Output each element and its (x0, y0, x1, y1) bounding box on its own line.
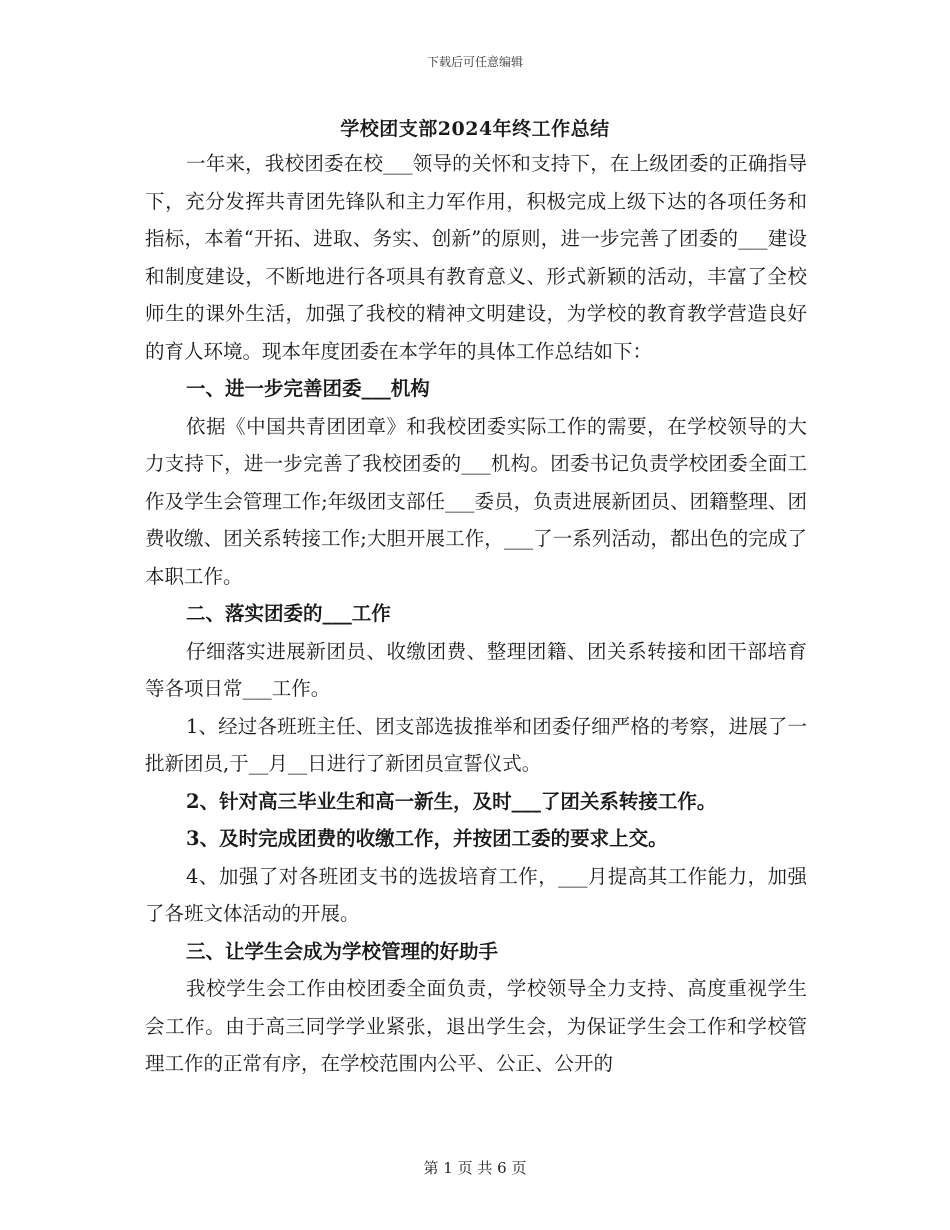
list-item-2: 2、针对高三毕业生和高一新生，及时___了团关系转接工作。 (186, 789, 717, 813)
section-3-paragraph: 我校学生会工作由校团委全面负责，学校领导全力支持、高度重视学生会工作。由于高三同学学业紧张，退出学生会，为保证学生会工作和学校管理工作的正常有序，在学校范围内公平、公正、公开的 (145, 977, 807, 1075)
document-body (145, 145, 807, 1083)
section-heading-2: 二、落实团委的___工作 (186, 602, 391, 625)
section-2-paragraph: 仔细落实进展新团员、收缴团费、整理团籍、团关系转接和团干部培育等各项日常___工作。 (145, 639, 807, 700)
document-title: 学校团支部2024年终工作总结 (340, 118, 610, 140)
section-1-paragraph: 依据《中国共青团团章》和我校团委实际工作的需要，在学校领导的大力支持下，进一步完善了我校团委的___机构。团委书记负责学校团委全面工作及学生会管理工作;年级团支部任___委员，负责进展新团员、团籍整理、团费收缴、团关系转接工作;大胆开展工作，___了一系列活动，都出色的完成了本职工作。 (145, 414, 807, 588)
list-item-4: 4、加强了对各班团支书的选拔培育工作，___月提高其工作能力，加强了各班文体活动的开展。 (145, 864, 807, 925)
header-note: 下载后可任意编辑 (426, 55, 523, 69)
section-heading-3: 三、让学生会成为学校管理的好助手 (186, 939, 499, 963)
intro-paragraph: 一年来，我校团委在校___领导的关怀和支持下，在上级团委的正确指导下，充分发挥共青团先锋队和主力军作用，积极完成上级下达的各项任务和指标，本着“开拓、进取、务实、创新”的原则，进一步完善了团委的___建设和制度建设，不断地进行各项具有教育意义、形式新颖的活动，丰富了全校师生的课外生活，加强了我校的精神文明建设，为学校的教育教学营造良好的育人环境。现本年度团委在本学年的具体工作总结如下： (145, 152, 807, 363)
list-item-1: 1、经过各班班主任、团支部选拔推举和团委仔细严格的考察，进展了一批新团员,于__月__日进行了新团员宣誓仪式。 (145, 714, 807, 775)
list-item-3: 3、及时完成团费的收缴工作，并按团工委的要求上交。 (186, 827, 668, 850)
page-indicator: 第 1 页 共 6 页 (423, 1159, 527, 1177)
section-heading-1: 一、进一步完善团委___机构 (186, 377, 430, 400)
